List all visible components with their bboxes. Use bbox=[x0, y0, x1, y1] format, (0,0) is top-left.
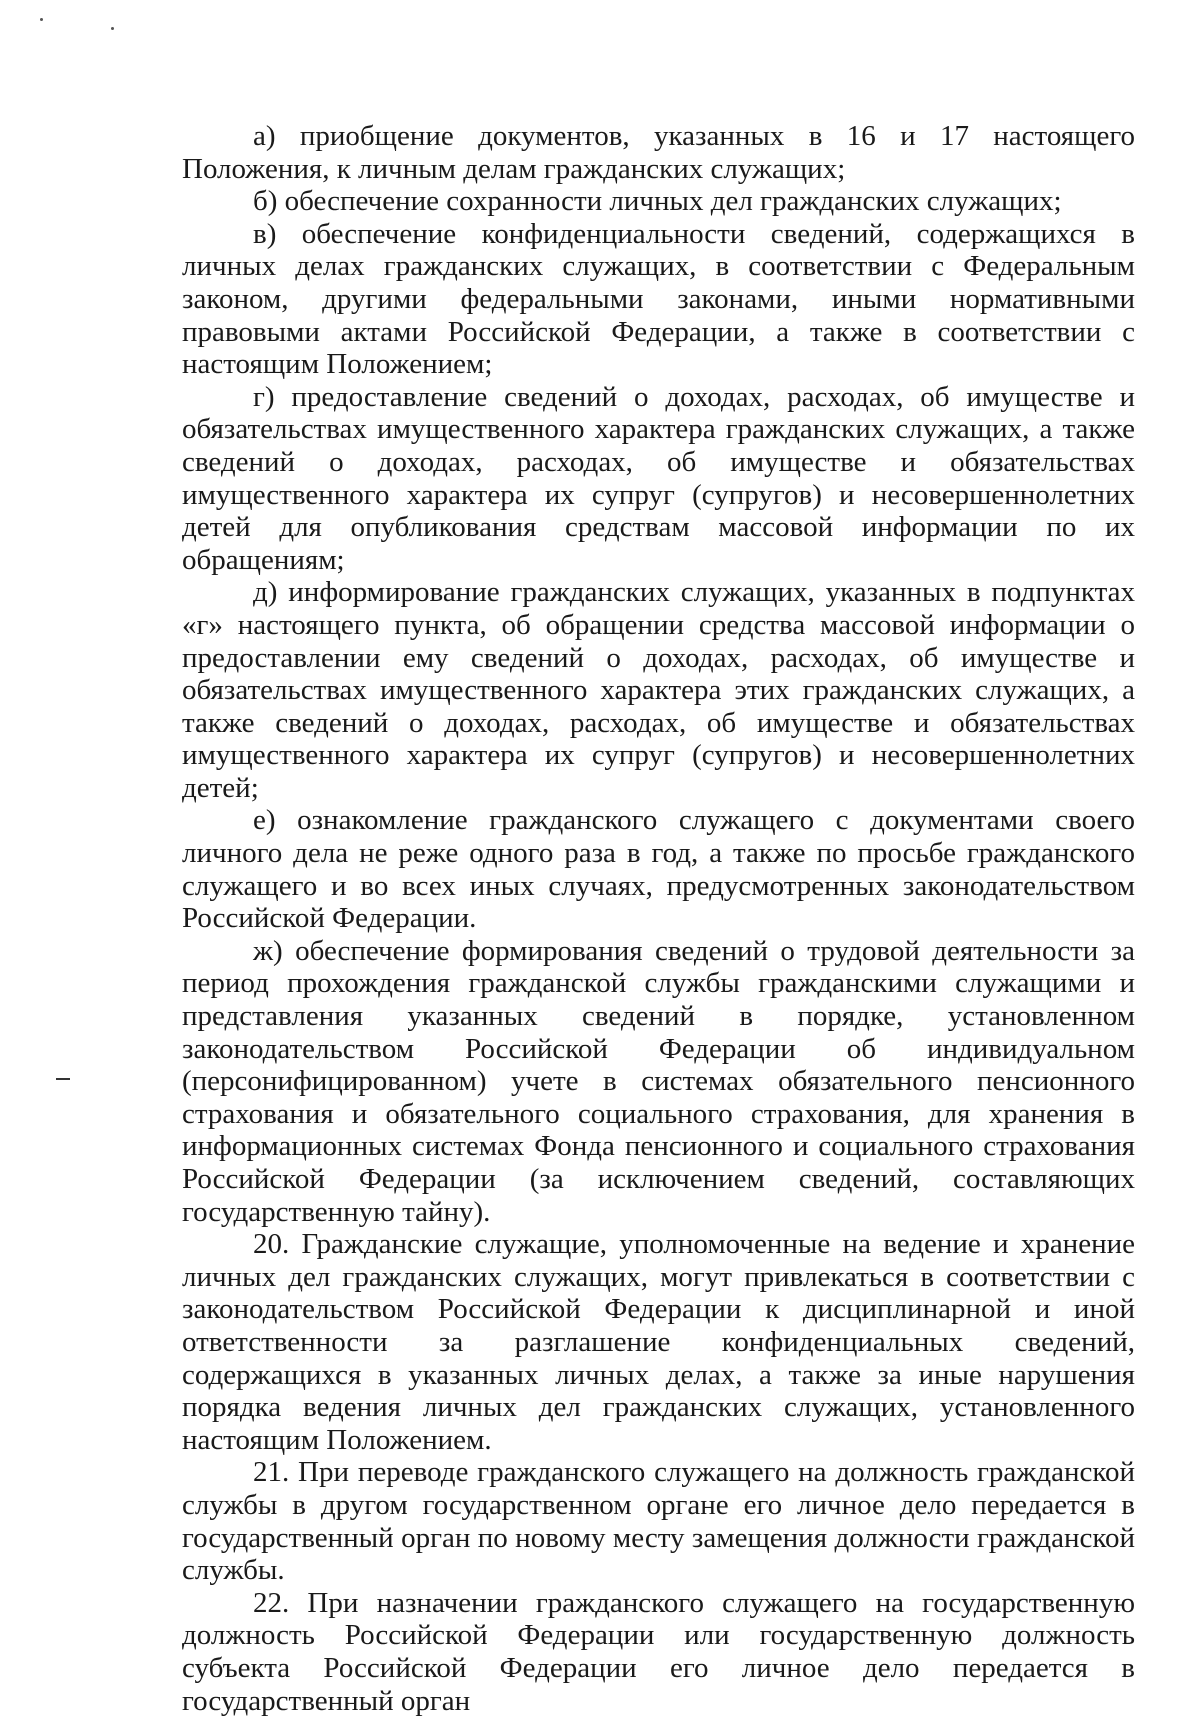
paragraph-20: 20. Гражданские служащие, уполномоченные на ведение и хранение личных дел гражданских служащих, могут привлекаться в соответствии с законодательством Российской Федерации к дисциплинарной и иной ответственности за разглашение конфиденциальных сведений, содержащихся в указанных личных делах, а также за иные нарушения порядка ведения личных дел гражданских служащих, установленного настоящим Положением. bbox=[182, 1228, 1135, 1456]
paragraph-item-d: д) информирование гражданских служащих, указанных в подпунктах «г» настоящего пункта, об обращении средства массовой информации о предоставлении ему сведений о доходах, расходах, об имуществе и обязательствах имущественного характера этих гражданских служащих, а также сведений о доходах, расходах, об имуществе и обязательствах имущественного характера их супруг (супругов) и несовершеннолетних детей; bbox=[182, 576, 1135, 804]
paragraph-21: 21. При переводе гражданского служащего на должность гражданской службы в другом государственном органе его личное дело передается в государственный орган по новому месту замещения должности гражданской службы. bbox=[182, 1456, 1135, 1587]
margin-mark bbox=[56, 1078, 70, 1080]
paragraph-item-zh: ж) обеспечение формирования сведений о трудовой деятельности за период прохождения гражданской службы гражданскими служащими и представления указанных сведений в порядке, установленном законодательством Российской Федерации об индивидуальном (персонифицированном) учете в системах обязательного пенсионного страхования и обязательного социального страхования, для хранения в информационных системах Фонда пенсионного и социального страхования Российской Федерации (за исключением сведений, составляющих государственную тайну). bbox=[182, 934, 1135, 1228]
scan-speck bbox=[111, 27, 114, 30]
paragraph-item-a: а) приобщение документов, указанных в 16 и 17 настоящего Положения, к личным делам гражданских служащих; bbox=[182, 120, 1135, 185]
paragraph-item-g: г) предоставление сведений о доходах, расходах, об имуществе и обязательствах имущественного характера гражданских служащих, а также сведений о доходах, расходах, об имуществе и обязательствах имущественного характера их супруг (супругов) и несовершеннолетних детей для опубликования средствам массовой информации по их обращениям; bbox=[182, 380, 1135, 576]
document-body bbox=[182, 120, 1135, 1717]
paragraph-22: 22. При назначении гражданского служащего на государственную должность Российской Федерации или государственную должность субъекта Российской Федерации его личное дело передается в государственный орган bbox=[182, 1586, 1135, 1717]
scan-speck bbox=[40, 18, 43, 21]
paragraph-item-b: б) обеспечение сохранности личных дел гражданских служащих; bbox=[253, 185, 1062, 218]
paragraph-item-v: в) обеспечение конфиденциальности сведений, содержащихся в личных делах гражданских служащих, в соответствии с Федеральным законом, другими федеральными законами, иными нормативными правовыми актами Российской Федерации, а также в соответствии с настоящим Положением; bbox=[182, 217, 1135, 381]
paragraph-item-e: е) ознакомление гражданского служащего с документами своего личного дела не реже одного раза в год, а также по просьбе гражданского служащего и во всех иных случаях, предусмотренных законодательством Российской Федерации. bbox=[182, 804, 1135, 935]
